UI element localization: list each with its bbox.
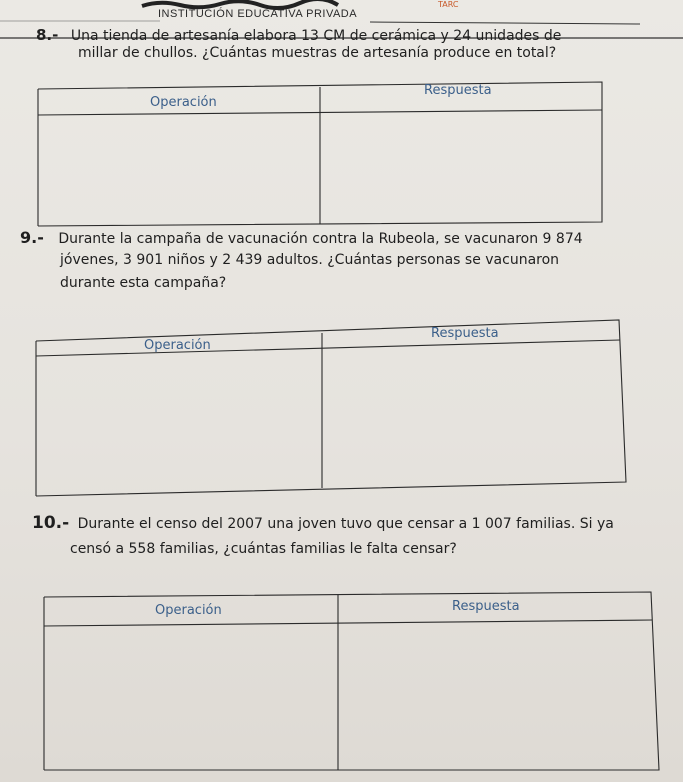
table-9-answer-label: Respuesta bbox=[431, 326, 499, 341]
table-9-answer-cell[interactable] bbox=[324, 344, 620, 484]
question-9-line-3: durante esta campaña? bbox=[60, 275, 227, 291]
table-10-operation-cell[interactable] bbox=[46, 628, 336, 768]
question-9-text-1: Durante la campaña de vacunación contra la Rubeola, se vacunaron 9 874 bbox=[58, 231, 583, 247]
question-10-number: 10.- bbox=[32, 513, 70, 533]
table-8-answer-cell[interactable] bbox=[322, 113, 600, 221]
question-10-line-2: censó a 558 familias, ¿cuántas familias le falta censar? bbox=[70, 541, 457, 557]
question-8-line-2: millar de chullos. ¿Cuántas muestras de artesanía produce en total? bbox=[78, 45, 557, 61]
header-stamp: TARC bbox=[438, 0, 459, 9]
table-8-operation-cell[interactable] bbox=[40, 118, 318, 222]
question-9-number: 9.- bbox=[20, 228, 44, 247]
question-10-text-1: Durante el censo del 2007 una joven tuvo que censar a 1 007 familias. Si ya bbox=[77, 516, 614, 532]
question-8-text-1: Una tienda de artesanía elabora 13 CM de cerámica y 24 unidades de bbox=[70, 28, 562, 44]
table-8-operation-label: Operación bbox=[150, 95, 217, 110]
table-9-operation-label: Operación bbox=[144, 338, 211, 353]
table-9-operation-cell[interactable] bbox=[38, 358, 320, 494]
question-9-line-2: jóvenes, 3 901 niños y 2 439 adultos. ¿Cuántas personas se vacunaron bbox=[60, 252, 560, 268]
question-8-number: 8.- bbox=[36, 26, 59, 44]
school-name: INSTITUCIÓN EDUCATIVA PRIVADA bbox=[158, 8, 358, 20]
table-10-answer-label: Respuesta bbox=[452, 599, 520, 614]
table-10-answer-cell[interactable] bbox=[340, 623, 654, 768]
table-10-operation-label: Operación bbox=[155, 603, 222, 618]
table-8-answer-label: Respuesta bbox=[424, 83, 492, 98]
